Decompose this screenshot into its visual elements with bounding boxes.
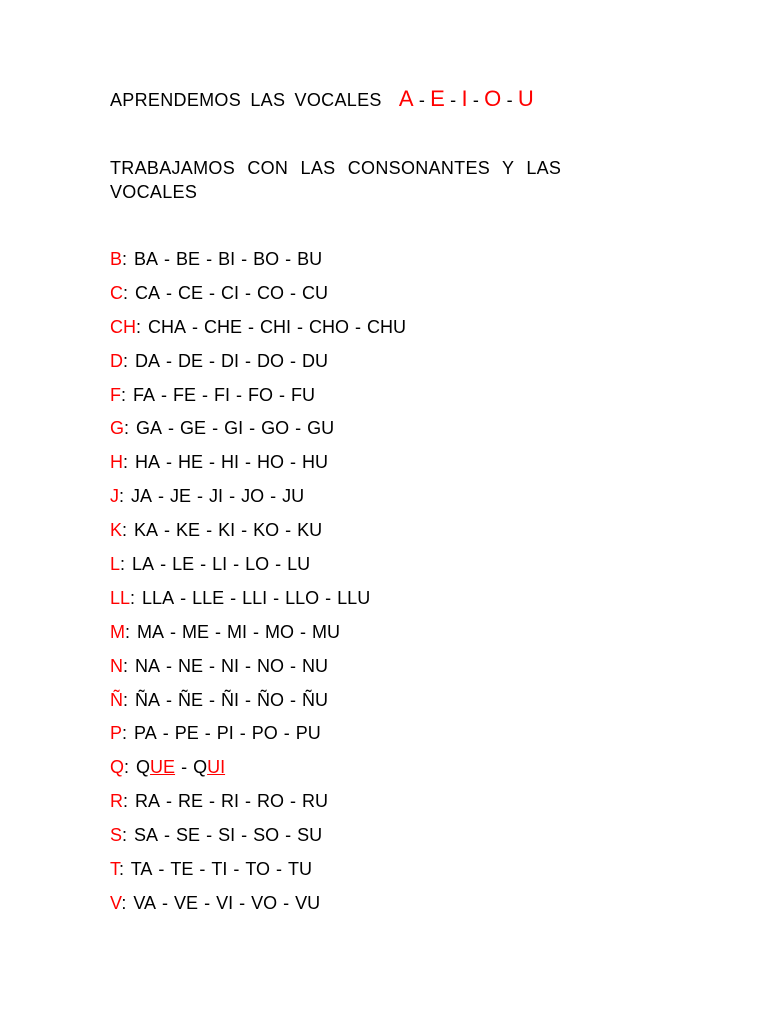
- syllable-row: [110, 720, 406, 754]
- syllable: JU: [282, 486, 305, 507]
- syllable: VE: [174, 892, 199, 913]
- syllable: HO: [257, 452, 285, 473]
- colon: :: [123, 791, 136, 812]
- syllable: RI: [221, 791, 240, 812]
- syllable: VO: [251, 892, 278, 913]
- consonant-label: N: [110, 655, 123, 676]
- syllable-separator: -: [300, 621, 307, 642]
- syllable: SA: [134, 825, 159, 846]
- syllable: VU: [295, 892, 321, 913]
- syllable: HU: [302, 452, 329, 473]
- syllable-separator: -: [290, 655, 297, 676]
- colon: :: [123, 689, 136, 710]
- syllable-separator: -: [283, 723, 290, 744]
- syllable-separator: -: [239, 723, 246, 744]
- syllable-row: [110, 754, 406, 788]
- syllable: HI: [221, 452, 240, 473]
- syllable: TE: [170, 859, 194, 880]
- syllable-separator: -: [355, 316, 362, 337]
- syllable-separator: -: [290, 452, 297, 473]
- vowel-u: U: [517, 86, 535, 111]
- syllable: KI: [218, 520, 236, 541]
- syllable: DI: [221, 350, 240, 371]
- syllable: CHO: [309, 316, 350, 337]
- syllable-separator: -: [297, 316, 304, 337]
- vowel-a: A: [398, 86, 414, 111]
- vowel-o: O: [484, 86, 502, 111]
- syllable: LLA: [142, 587, 175, 608]
- syllable: PE: [174, 723, 199, 744]
- syllable: ÑI: [221, 689, 240, 710]
- consonant-label: LL: [110, 587, 131, 608]
- syllable-row: [110, 483, 406, 517]
- syllable-separator: -: [206, 825, 213, 846]
- syllable: DU: [302, 350, 329, 371]
- syllable-separator: -: [233, 554, 240, 575]
- syllable-separator: -: [164, 825, 171, 846]
- syllable-separator: -: [164, 520, 171, 541]
- syllable-separator: -: [209, 452, 216, 473]
- syllable-highlight: UE: [150, 757, 176, 778]
- syllable: VI: [216, 892, 234, 913]
- syllable: NO: [257, 655, 285, 676]
- syllable: DA: [135, 350, 161, 371]
- syllable: CHA: [148, 316, 187, 337]
- consonant-label: F: [110, 384, 121, 405]
- syllable-separator: -: [249, 418, 256, 439]
- syllable-plain: Q: [136, 757, 151, 778]
- consonant-label: R: [110, 791, 123, 812]
- syllable: NU: [302, 655, 329, 676]
- syllable: KO: [253, 520, 280, 541]
- syllable-row: [110, 314, 406, 348]
- syllable: TO: [245, 859, 271, 880]
- syllable-row: [110, 856, 406, 890]
- syllable-separator: -: [241, 249, 248, 269]
- syllable-separator: -: [248, 316, 255, 337]
- syllable-separator: -: [202, 384, 209, 405]
- syllable: FI: [214, 384, 231, 405]
- syllable: SO: [253, 825, 280, 846]
- syllable: BE: [176, 249, 201, 269]
- syllable: LO: [245, 554, 270, 575]
- syllable-row: [110, 653, 406, 687]
- syllable: RO: [257, 791, 285, 812]
- syllable-separator: -: [166, 452, 173, 473]
- syllable-plain: Q: [193, 757, 208, 778]
- syllable-separator: -: [290, 791, 297, 812]
- syllable: PU: [295, 723, 321, 744]
- consonant-label: Q: [110, 757, 125, 778]
- syllable-row: [110, 246, 406, 280]
- syllable-highlight: UI: [207, 757, 226, 778]
- syllable-separator: -: [245, 655, 252, 676]
- syllable: KA: [134, 520, 159, 541]
- syllable-separator: -: [283, 892, 290, 913]
- syllable-separator: -: [200, 554, 207, 575]
- title-lead: APRENDEMOS LAS VOCALES: [110, 90, 382, 110]
- syllable-separator: -: [181, 757, 188, 778]
- syllable: GU: [307, 418, 335, 439]
- syllable: VA: [133, 892, 157, 913]
- syllable-separator: -: [229, 486, 236, 507]
- page-subtitle: TRABAJAMOS CON LAS CONSONANTES Y LAS VOCALES: [110, 158, 562, 202]
- syllable-row: [110, 551, 406, 585]
- consonant-label: M: [110, 621, 125, 642]
- syllable: GI: [224, 418, 244, 439]
- syllable: MA: [137, 621, 165, 642]
- syllable: PO: [251, 723, 278, 744]
- consonant-label: B: [110, 249, 123, 269]
- syllable-separator: -: [166, 655, 173, 676]
- syllable-separator: -: [230, 587, 237, 608]
- syllable-separator: -: [212, 418, 219, 439]
- syllable: KU: [297, 520, 323, 541]
- syllable: CU: [302, 282, 329, 303]
- syllable: CHE: [204, 316, 243, 337]
- syllable-separator: -: [162, 723, 169, 744]
- syllable-separator: -: [204, 723, 211, 744]
- syllable: NI: [221, 655, 240, 676]
- syllable-separator: -: [236, 384, 243, 405]
- syllable: ÑA: [135, 689, 161, 710]
- syllable-separator: -: [206, 520, 213, 541]
- colon: :: [123, 350, 136, 371]
- syllable-separator: -: [295, 418, 302, 439]
- syllable: MO: [265, 621, 295, 642]
- syllable-separator: -: [253, 621, 260, 642]
- syllable-separator: -: [209, 282, 216, 303]
- syllable: CO: [257, 282, 285, 303]
- syllable: KE: [176, 520, 201, 541]
- colon: :: [123, 452, 136, 473]
- syllable: CE: [178, 282, 204, 303]
- vowel-separator: -: [506, 90, 513, 110]
- syllable: DO: [257, 350, 285, 371]
- syllable-separator: -: [164, 249, 171, 269]
- syllable-separator: -: [285, 825, 292, 846]
- syllable: ÑO: [257, 689, 285, 710]
- syllable: LA: [132, 554, 155, 575]
- consonant-label: C: [110, 282, 123, 303]
- syllable-row: [110, 788, 406, 822]
- consonant-label: H: [110, 452, 123, 473]
- vowel-i: I: [461, 86, 468, 111]
- colon: :: [119, 859, 131, 880]
- colon: :: [122, 825, 135, 846]
- colon: :: [136, 316, 149, 337]
- syllable-separator: -: [166, 282, 173, 303]
- syllable-separator: -: [209, 350, 216, 371]
- syllable: HE: [178, 452, 204, 473]
- colon: :: [124, 757, 137, 778]
- syllable-separator: -: [209, 791, 216, 812]
- colon: :: [123, 655, 136, 676]
- colon: :: [122, 723, 135, 744]
- vowel-separator: -: [418, 90, 426, 110]
- syllable-row: [110, 687, 406, 721]
- syllable-row: [110, 890, 406, 924]
- syllable-separator: -: [197, 486, 204, 507]
- syllable-separator: -: [162, 892, 169, 913]
- syllable-row: [110, 585, 406, 619]
- syllable-separator: -: [166, 689, 173, 710]
- syllable: MI: [227, 621, 248, 642]
- syllable-separator: -: [245, 452, 252, 473]
- syllable-row: [110, 348, 406, 382]
- consonant-label: S: [110, 825, 123, 846]
- syllable-separator: -: [206, 249, 213, 269]
- colon: :: [120, 554, 133, 575]
- syllable: SE: [176, 825, 201, 846]
- syllable: JO: [241, 486, 265, 507]
- syllable-separator: -: [170, 621, 177, 642]
- syllable: [136, 757, 175, 777]
- syllable-separator: -: [279, 384, 286, 405]
- syllable-separator: -: [270, 486, 277, 507]
- syllable-separator: -: [158, 859, 165, 880]
- syllable-separator: -: [241, 520, 248, 541]
- consonant-label: Ñ: [110, 689, 123, 710]
- syllable-separator: -: [290, 282, 297, 303]
- syllable: LLU: [337, 587, 371, 608]
- syllable-row: [110, 280, 406, 314]
- syllable-separator: -: [245, 791, 252, 812]
- colon: :: [121, 384, 134, 405]
- syllable: BU: [297, 249, 323, 269]
- syllable: LLE: [192, 587, 225, 608]
- syllable-separator: -: [275, 554, 282, 575]
- syllable: DE: [178, 350, 204, 371]
- syllable: TI: [211, 859, 228, 880]
- syllable: LLO: [285, 587, 320, 608]
- syllable: SU: [297, 825, 323, 846]
- syllable-separator: -: [160, 554, 167, 575]
- colon: :: [122, 520, 135, 541]
- consonant-label: CH: [110, 316, 136, 337]
- syllable: GO: [261, 418, 290, 439]
- syllable-separator: -: [241, 825, 248, 846]
- syllable: CHU: [367, 316, 407, 337]
- syllable: GA: [136, 418, 163, 439]
- colon: :: [124, 418, 137, 439]
- syllable: PA: [134, 723, 157, 744]
- syllable: LU: [287, 554, 311, 575]
- consonant-label: P: [110, 723, 123, 744]
- syllable-row: [110, 517, 406, 551]
- syllable-separator: -: [209, 689, 216, 710]
- colon: :: [123, 282, 136, 303]
- syllable-separator: -: [290, 350, 297, 371]
- syllable: LI: [212, 554, 228, 575]
- syllable: FE: [173, 384, 197, 405]
- syllable-separator: -: [204, 892, 211, 913]
- colon: :: [122, 249, 135, 269]
- syllable-row: [110, 822, 406, 856]
- syllable-separator: -: [325, 587, 332, 608]
- syllable: [193, 757, 225, 777]
- syllable-separator: -: [168, 418, 175, 439]
- vowel-e: E: [430, 86, 446, 111]
- page-title: [110, 86, 534, 112]
- syllable-separator: -: [233, 859, 240, 880]
- consonant-label: D: [110, 350, 123, 371]
- syllable: JA: [131, 486, 153, 507]
- syllable: SI: [218, 825, 236, 846]
- consonant-label: T: [110, 859, 119, 880]
- syllable-separator: -: [161, 384, 168, 405]
- colon: :: [130, 587, 143, 608]
- vowel-separator: -: [450, 90, 457, 110]
- syllable: MU: [312, 621, 341, 642]
- syllable: ÑE: [178, 689, 204, 710]
- syllable-separator: -: [245, 689, 252, 710]
- syllable-separator: -: [158, 486, 165, 507]
- syllable-separator: -: [239, 892, 246, 913]
- syllable: RU: [302, 791, 329, 812]
- syllable-separator: -: [166, 350, 173, 371]
- consonant-label: L: [110, 554, 121, 575]
- syllable: FA: [133, 384, 156, 405]
- syllable: BO: [253, 249, 280, 269]
- syllable-separator: -: [199, 859, 206, 880]
- syllable-separator: -: [245, 350, 252, 371]
- syllable: NA: [135, 655, 161, 676]
- syllable: CHI: [260, 316, 292, 337]
- syllable: TA: [130, 859, 153, 880]
- syllable-separator: -: [290, 689, 297, 710]
- syllable: ME: [182, 621, 210, 642]
- colon: :: [125, 621, 138, 642]
- vowel-separator: -: [472, 90, 480, 110]
- consonant-label: K: [110, 520, 123, 541]
- syllable: LE: [172, 554, 195, 575]
- syllable-separator: -: [276, 859, 283, 880]
- syllable: LLI: [242, 587, 268, 608]
- consonant-label: G: [110, 418, 125, 439]
- syllable: CA: [135, 282, 161, 303]
- syllable-separator: -: [166, 791, 173, 812]
- syllable: GE: [180, 418, 207, 439]
- syllable-separator: -: [209, 655, 216, 676]
- syllable-row: [110, 415, 406, 449]
- syllable: TU: [288, 859, 313, 880]
- syllable: BA: [134, 249, 159, 269]
- syllable-separator: -: [285, 249, 292, 269]
- syllable-separator: -: [273, 587, 280, 608]
- syllable: RE: [178, 791, 204, 812]
- syllable: JI: [209, 486, 224, 507]
- syllable: PI: [216, 723, 234, 744]
- syllable: ÑU: [302, 689, 329, 710]
- syllable-separator: -: [245, 282, 252, 303]
- title-vowels: [394, 86, 534, 111]
- consonant-label: J: [110, 486, 119, 507]
- syllable-separator: -: [215, 621, 222, 642]
- consonant-label: V: [110, 892, 122, 913]
- syllable-separator: -: [285, 520, 292, 541]
- syllable: NE: [178, 655, 204, 676]
- syllable-separator: -: [180, 587, 187, 608]
- syllable-list: [110, 246, 406, 924]
- colon: :: [119, 486, 132, 507]
- syllable: RA: [135, 791, 161, 812]
- syllable-separator: -: [192, 316, 199, 337]
- syllable: BI: [218, 249, 236, 269]
- colon: :: [121, 892, 134, 913]
- syllable-row: [110, 382, 406, 416]
- syllable: FU: [291, 384, 316, 405]
- syllable: CI: [221, 282, 240, 303]
- syllable: FO: [248, 384, 274, 405]
- syllable: JE: [170, 486, 192, 507]
- syllable: HA: [135, 452, 161, 473]
- syllable-row: [110, 449, 406, 483]
- syllable-row: [110, 619, 406, 653]
